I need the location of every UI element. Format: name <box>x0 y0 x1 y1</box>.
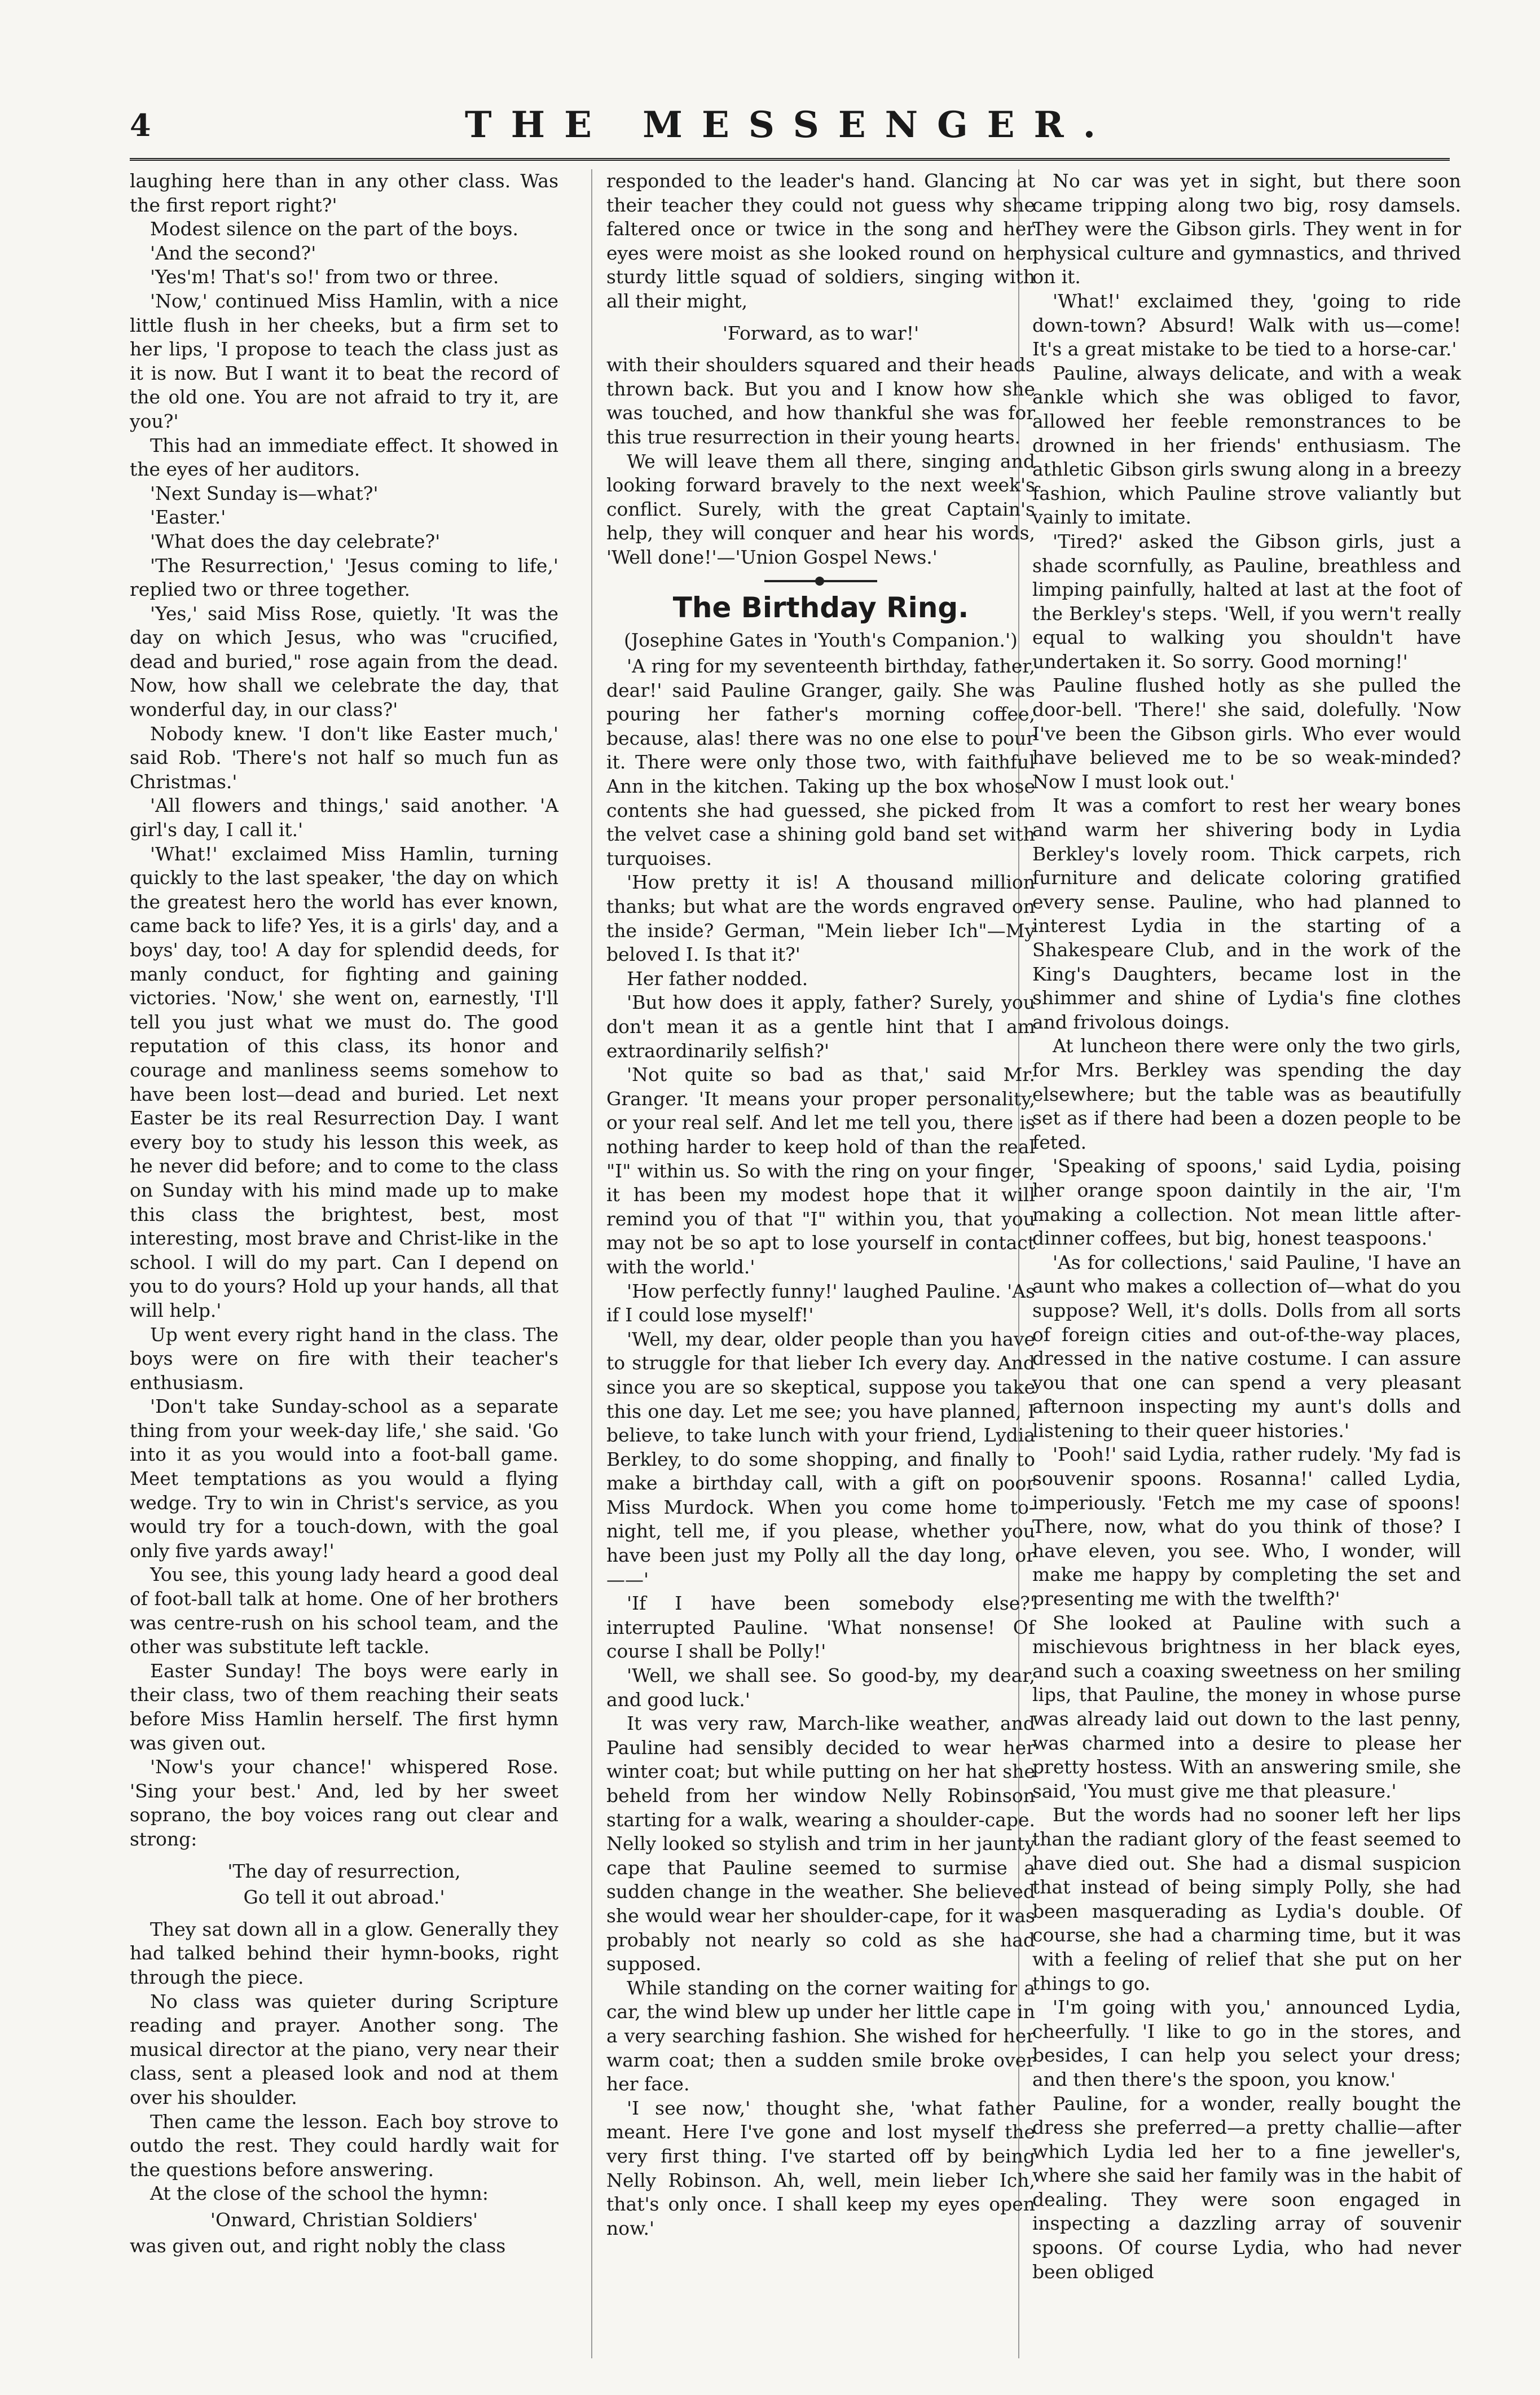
paragraph: laughing here than in any other class. Was the first report right?' <box>130 170 558 216</box>
paragraph: Then came the lesson. Each boy strove to outdo the rest. They could hardly wait for the questions before answering. <box>130 2110 558 2181</box>
paragraph: You see, this young lady heard a good deal of foot-ball talk at home. One of her brothers was centre-rush on his school team, and the other was substitute left tackle. <box>130 1563 558 1658</box>
paragraph: No class was quieter during Scripture reading and prayer. Another song. The musical director at the piano, very near their class, sent a pleased look and nod at them over his shoulder. <box>130 1990 558 2108</box>
paragraph: was given out, and right nobly the class <box>130 2235 506 2257</box>
verse-line: Go tell it out abroad.' <box>243 1886 445 1909</box>
paragraph: 'Pooh!' said Lydia, rather rudely. 'My fad is souvenir spoons. Rosanna!' called Lydia, imperiously. 'Fetch me my case of spoons! There, now, what do you think of those? I have eleven, you see. Who, I wonder, will make me happy by completing the set and presenting me with the twelfth?' <box>1032 1443 1461 1610</box>
paragraph: 'Well, we shall see. So good-by, my dear, and good luck.' <box>606 1664 1035 1711</box>
hymn-verse: 'Forward, as to war!' <box>722 322 919 344</box>
paragraph: 'How pretty it is! A thousand million thanks; but what are the words engraved on the inside? German, "Mein lieber Ich"—My beloved I. Is that it?' <box>606 871 1035 966</box>
paragraph: 'Next Sunday is—what?' <box>150 482 379 504</box>
paragraph: 'What does the day celebrate?' <box>150 530 441 552</box>
paragraph: 'If I have been somebody else?' interrupted Pauline. 'What nonsense! Of course I shall be Polly!' <box>606 1592 1035 1663</box>
paragraph: We will leave them all there, singing and looking forward bravely to the next week's conflict. Surely, with the great Captain's help, they will conquer and hear his words, 'Well done!'—'Union Gospel News.' <box>606 450 1035 568</box>
paragraph: While standing on the corner waiting for a car, the wind blew up under her little cape in a very searching fashion. She wished for her warm coat; then a sudden smile broke over her face. <box>606 1976 1035 2095</box>
paragraph: 'All flowers and things,' said another. 'A girl's day, I call it.' <box>130 794 558 841</box>
paragraph: Pauline, always delicate, and with a weak ankle which she was obliged to favor, allowed her feeble remonstrances to be drowned in her friends' enthusiasm. The athletic Gibson girls swung along in a breezy fashion, which Pauline strove valiantly but vainly to imitate. <box>1032 362 1461 529</box>
paragraph: 'And the second?' <box>150 241 316 264</box>
paragraph: Her father nodded. <box>627 967 808 990</box>
paragraph: This had an immediate effect. It showed in the eyes of her auditors. <box>130 434 558 481</box>
paragraph: 'Well, my dear, older people than you have to struggle for that lieber Ich every day. And since you are so skeptical, suppose you take this one day. Let me see; you have planned, I believe, to take lunch with your friend, Lydia Berkley, to do some shopping, and finally to make a birthday call, with a gift on poor Miss Murdock. When you come home to-night, tell me, if you please, whether you have been just my Polly all the day long, or——' <box>606 1328 1035 1590</box>
paragraph: Modest silence on the part of the boys. <box>150 218 518 240</box>
paragraph: Pauline, for a wonder, really bought the dress she preferred—a pretty challie—after which Lydia led her to a fine jeweller's, where she said her family was in the habit of dealing. They were soon engaged in inspecting a dazzling array of souvenir spoons. Of course Lydia, who had never been obliged <box>1032 2092 1461 2283</box>
paragraph: Up went every right hand in the class. The boys were on fire with their teacher's enthusiasm. <box>130 1323 558 1394</box>
paragraph: 'I'm going with you,' announced Lydia, cheerfully. 'I like to go in the stores, and besides, I can help you select your dress; and then there's the spoon, you know.' <box>1032 1996 1461 2090</box>
column-3 <box>1032 169 1461 2284</box>
header-rule <box>130 158 1450 161</box>
paragraph: She looked at Pauline with such a mischievous brightness in her black eyes, and such a coaxing sweetness on her smiling lips, that Pauline, the money in whose purse was already laid out down to the last penny, was charmed into a desire to please her pretty hostess. With an answering smile, she said, 'You must give me that pleasure.' <box>1032 1611 1461 1802</box>
verse-line: 'The day of resurrection, <box>227 1860 461 1882</box>
paragraph: 'Speaking of spoons,' said Lydia, poising her orange spoon daintily in the air, 'I'm making a collection. Not mean little after-dinner coffees, but big, honest teaspoons.' <box>1032 1155 1461 1250</box>
paragraph: Nobody knew. 'I don't like Easter much,' said Rob. 'There's not half so much fun as Christmas.' <box>130 722 558 793</box>
paragraph: It was very raw, March-like weather, and Pauline had sensibly decided to wear her winter coat; but while putting on her hat she beheld from her window Nelly Robinson starting for a walk, wearing a shoulder-cape. Nelly looked so stylish and trim in her jaunty cape that Pauline seemed to surmise a sudden change in the weather. She believed she would wear her shoulder-cape, for it was probably not nearly so cold as she had supposed. <box>606 1712 1035 1975</box>
page-number: 4 <box>130 107 151 143</box>
paragraph: At luncheon there were only the two girls, for Mrs. Berkley was spending the day elsewhere; but the table was as beautifully set as if there had been a dozen people to be feted. <box>1032 1035 1461 1153</box>
paragraph: They sat down all in a glow. Generally they had talked behind their hymn-books, right through the piece. <box>130 1918 558 1988</box>
column-rule <box>591 169 592 2358</box>
paragraph: At the close of the school the hymn: <box>150 2182 489 2205</box>
paragraph: 'Tired?' asked the Gibson girls, just a shade scornfully, as Pauline, breathless and limping painfully, halted at last at the foot of the Berkley's steps. 'Well, if you wern't really equal to walking you shouldn't have undertaken it. So sorry. Good morning!' <box>1032 530 1461 673</box>
hymn-title: 'Onward, Christian Soldiers' <box>210 2208 478 2231</box>
story-byline: (Josephine Gates in 'Youth's Companion.') <box>624 629 1018 651</box>
paragraph: 'Don't take Sunday-school as a separate thing from your week-day life,' she said. 'Go into it as you would into a foot-ball game. Meet temptations as you would a flying wedge. Try to win in Christ's service, as you would try for a touch-down, with the goal only five yards away!' <box>130 1395 558 1562</box>
section-divider <box>764 580 877 582</box>
paragraph: responded to the leader's hand. Glancing at their teacher they could not guess why she faltered once or twice in the song and her eyes were moist as she looked round on her sturdy little squad of soldiers, singing with all their might, <box>606 170 1035 312</box>
paragraph: 'As for collections,' said Pauline, 'I have an aunt who makes a collection of—what do you suppose? Well, it's dolls. Dolls from all sorts of foreign cities and out-of-the-way places, dressed in the native costume. I can assure you that one can spend a very pleasant afternoon inspecting my aunt's dolls and listening to their queer histories.' <box>1032 1251 1461 1442</box>
column-1 <box>130 169 558 2258</box>
paragraph: with their shoulders squared and their heads thrown back. But you and I know how she was touched, and how thankful she was for this true resurrection in their young hearts. <box>606 354 1035 448</box>
paragraph: 'Now's your chance!' whispered Rose. 'Sing your best.' And, led by her sweet soprano, the boy voices rang out clear and strong: <box>130 1756 558 1850</box>
page-header <box>130 104 1450 158</box>
column-2 <box>606 169 1035 2240</box>
hymn-verse <box>130 1860 558 1910</box>
paragraph: 'Now,' continued Miss Hamlin, with a nice little flush in her cheeks, but a firm set to her lips, 'I propose to teach the class just as it is now. But I want it to beat the record of the old one. You are not afraid to try it, are you?' <box>130 289 558 432</box>
masthead-title: THE MESSENGER. <box>465 104 1115 146</box>
paragraph: 'A ring for my seventeenth birthday, father, dear!' said Pauline Granger, gaily. She was pouring her father's morning coffee, because, alas! there was no one else to pour it. There were only those two, with faithful Ann in the kitchen. Taking up the box whose contents she had guessed, she picked from the velvet case a shining gold band set with turquoises. <box>606 655 1035 869</box>
paragraph: 'Yes'm! That's so!' from two or three. <box>150 266 499 288</box>
paragraph: Easter Sunday! The boys were early in their class, two of them reaching their seats before Miss Hamlin herself. The first hymn was given out. <box>130 1659 558 1754</box>
paragraph: 'I see now,' thought she, 'what father meant. Here I've gone and lost myself the very first thing. I've started off by being Nelly Robinson. Ah, well, mein lieber Ich, that's only once. I shall keep my eyes open now.' <box>606 2097 1035 2239</box>
paragraph: No car was yet in sight, but there soon came tripping along two big, rosy damsels. They were the Gibson girls. They went in for physical culture and gymnastics, and thrived on it. <box>1032 170 1461 288</box>
paragraph: 'Easter.' <box>150 506 226 529</box>
story-title: The Birthday Ring. <box>672 591 969 624</box>
paragraph: It was a comfort to rest her weary bones and warm her shivering body in Lydia Berkley's lovely room. Thick carpets, rich furniture and delicate coloring gratified every sense. Pauline, who had planned to interest Lydia in the starting of a Shakespeare Club, and in the work of the King's Daughters, became lost in the shimmer and shine of Lydia's fine clothes and frivolous doings. <box>1032 794 1461 1033</box>
paragraph: 'Yes,' said Miss Rose, quietly. 'It was the day on which Jesus, who was "crucified, dead and buried," rose again from the dead. Now, how shall we celebrate the day, that wonderful day, in our class?' <box>130 602 558 721</box>
paragraph: 'The Resurrection,' 'Jesus coming to life,' replied two or three together. <box>130 554 558 601</box>
paragraph: 'But how does it apply, father? Surely, you don't mean it as a gentle hint that I am extraordinarily selfish?' <box>606 991 1035 1062</box>
paragraph: 'What!' exclaimed they, 'going to ride down-town? Absurd! Walk with us—come! It's a great mistake to be tied to a horse-car.' <box>1032 289 1461 361</box>
paragraph: But the words had no sooner left her lips than the radiant glory of the feast seemed to have died out. She had a dismal suspicion that instead of being simply Polly, she had been masquerading as Lydia's double. Of course, she had a charming time, but it was with a feeling of relief that she put on her things to go. <box>1032 1804 1461 1994</box>
paragraph: 'Not quite so bad as that,' said Mr. Granger. 'It means your proper personality, or your real self. And let me tell you, there is nothing harder to keep hold of than the real "I" within us. So with the ring on your finger, it has been my modest hope that it will remind you of that "I" within you, that you may not be so apt to lose yourself in contact with the world.' <box>606 1064 1035 1278</box>
paragraph: 'What!' exclaimed Miss Hamlin, turning quickly to the last speaker, 'the day on which the greatest hero the world has ever known, came back to life? Yes, it is a girls' day, and a boys' day, too! A day for splendid deeds, for manly conduct, for fighting and gaining victories. 'Now,' she went on, earnestly, 'I'll tell you just what we must do. The good reputation of this class, its honor and courage and manliness seems somehow to have been lost—dead and buried. Let next Easter be its real Resurrection Day. I want every boy to study his lesson this week, as he never did before; and to come to the class on Sunday with his mind made up to make this class the brightest, best, most interesting, most brave and Christ-like in the school. I will do my part. Can I depend on you to do yours? Hold up your hands, all that will help.' <box>130 842 558 1321</box>
paragraph: Pauline flushed hotly as she pulled the door-bell. 'There!' she said, dolefully. 'Now I've been the Gibson girls. Who ever would have believed me to be so weak-minded? Now I must look out.' <box>1032 674 1461 793</box>
paragraph: 'How perfectly funny!' laughed Pauline. 'As if I could lose myself!' <box>606 1280 1035 1326</box>
